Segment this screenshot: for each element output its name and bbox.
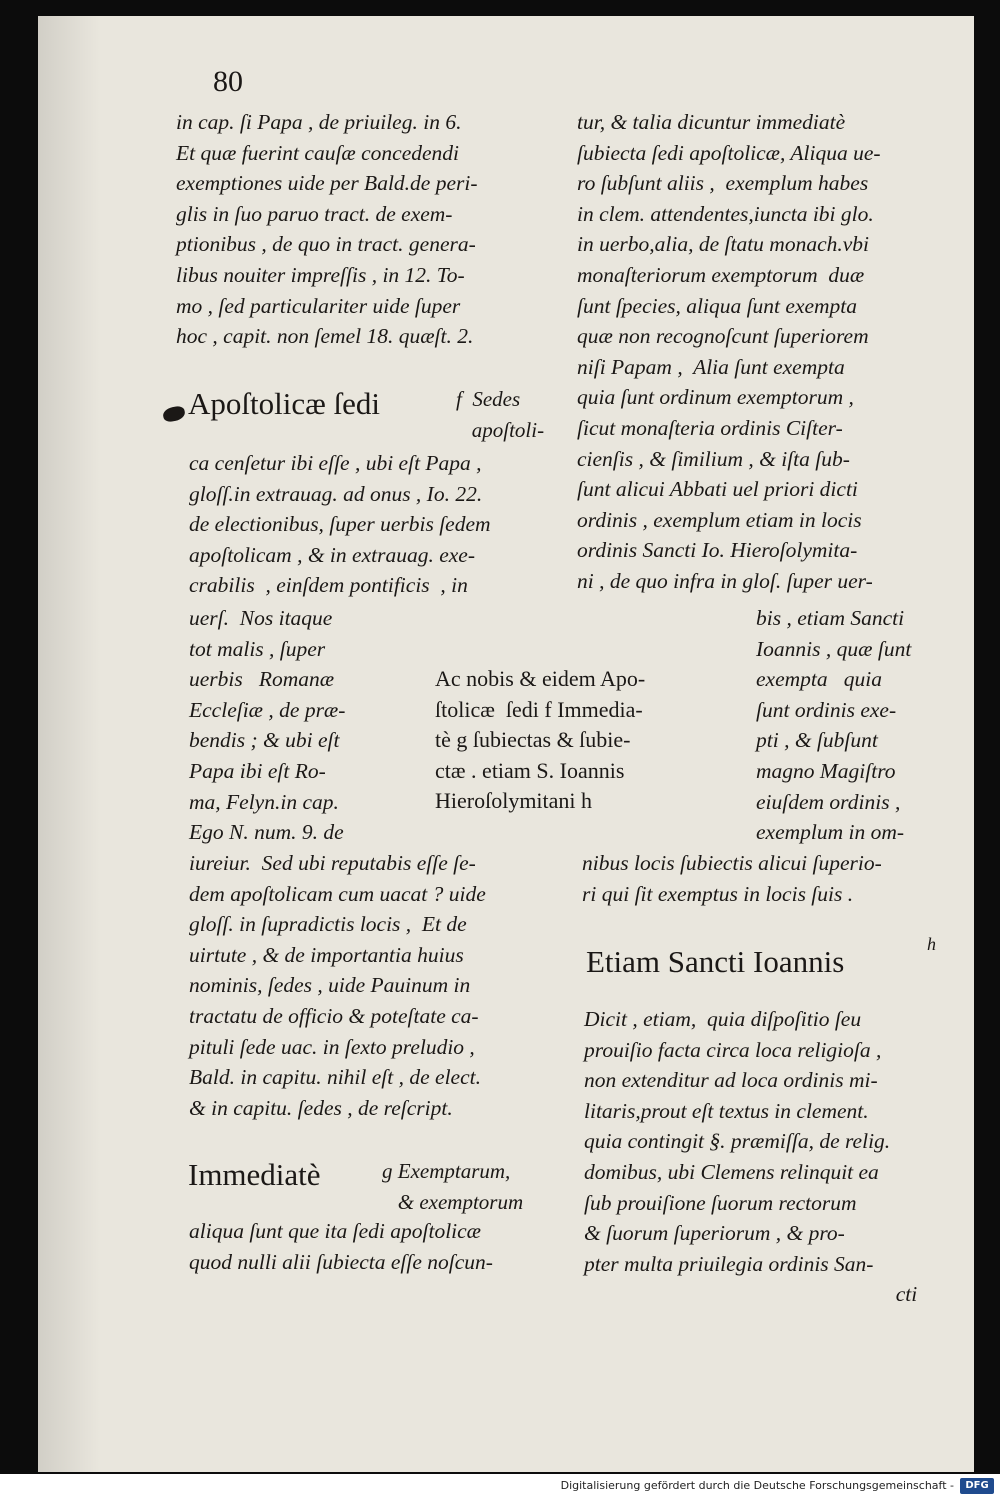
central-statute-text: Ac nobis & eidem Apo- ſtolicæ ſedi f Immedia- tè g ſubiectas & ſubie- ctæ . etiam S. Ioannis Hieroſolymitani h [435, 666, 646, 813]
dfg-logo: DFG [960, 1478, 994, 1494]
heading-etiam-sancti-ioannis: Etiam Sancti Ioannis [586, 944, 845, 979]
left-column-immediate-text: aliqua ſunt que ita ſedi apoſtolicæ quod nulli alii ſubiecta eſſe noſcun- [189, 1219, 493, 1274]
heading-apostolicae-sedi: Apoſtolicæ ſedi [188, 386, 381, 421]
left-column-top-text: in cap. ſi Papa , de priuileg. in 6. Et quæ fuerint cauſæ concedendi exemptiones uide per Bald.de peri- glis in ſuo paruo tract. de exem- ptionibus , de quo in tract. genera- libus nouiter impreſſis , in 12. To- mo , ſed particulariter uide ſuper hoc , capit. non ſemel 18. quæſt. 2. [176, 110, 478, 349]
page-number: 80 [213, 65, 243, 98]
left-column-apostolicae-text: ca cenſetur ibi eſſe , ubi eſt Papa , gloſſ.in extrauag. ad onus , Io. 22. de electionibus, ſuper uerbis ſedem apoſtolicam , & in extrauag. exe- crabilis , einſdem pontificis , in [189, 451, 491, 598]
digitization-footer [0, 1474, 1000, 1498]
note-immediate: g Exemptarum, & exemptorum [382, 1159, 524, 1214]
footer-credit: Digitalisierung gefördert durch die Deutsche Forschungsgemeinschaft - [560, 1479, 954, 1492]
left-column-lower-text: iureiur. Sed ubi reputabis eſſe ſe- dem apoſtolicam cum uacat ? uide gloſſ. in ſupradictis locis , Et de uirtute , & de importantia huius nominis, ſedes , uide Pauinum in tractatu de officio & poteſtate ca- pituli ſede uac. in ſexto preludio , Bald. in capitu. nihil eſt , de elect. & in capitu. ſedes , de reſcript. [189, 851, 486, 1120]
right-column-lower-text: nibus locis ſubiectis alicui ſuperio- ri qui ſit exemptus in locis ſuis . [582, 851, 882, 906]
page-gutter-shadow [38, 16, 100, 1472]
heading-etiam-note: h [927, 934, 936, 954]
note-apostolicae: f Sedes apoſtoli- [456, 387, 545, 442]
right-column-etiam-text: Dicit , etiam, quia diſpoſitio ſeu prouiſio facta circa loca religioſa , non extenditur ad loca ordinis mi- litaris,prout eſt textus in clement. quia contingit §. præmiſſa, de relig. domibus, ubi Clemens relinquit ea ſub prouiſione ſuorum rectorum & ſuorum ſuperiorum , & pro- pter multa priuilegia ordinis San- cti [584, 1007, 918, 1307]
left-column-narrow-text: uerſ. Nos itaque tot malis , ſuper uerbis Romanæ Eccleſiæ , de præ- bendis ; & ubi eſt Papa ibi eſt Ro- ma, Felyn.in cap. Ego N. num. 9. de [189, 606, 346, 845]
right-column-top-text: tur, & talia dicuntur immediatè ſubiecta ſedi apoſtolicæ, Aliqua ue- ro ſubſunt aliis , exemplum habes in clem. attendentes,iuncta ibi glo. in uerbo,alia, de ſtatu monach.vbi monaſteriorum exemptorum duæ ſunt ſpecies, aliqua ſunt exempta quæ non recognoſcunt ſuperiorem niſi Papam , Alia ſunt exempta quia ſunt ordinum exemptorum , ſicut monaſteria ordinis Ciſter- cienſis , & ſimilium , & iſta ſub- ſunt alicui Abbati uel priori dicti ordinis , exemplum etiam in locis ordinis Sancti Io. Hieroſolymita- ni , de quo infra in gloſ. ſuper uer- [577, 110, 881, 593]
right-column-narrow-text: bis , etiam Sancti Ioannis , quæ ſunt exempta quia ſunt ordinis exe- pti , & ſubſunt magno Magiſtro eiuſdem ordinis , exemplum in om- [756, 606, 912, 845]
heading-immediate: Immediatè [188, 1157, 321, 1192]
